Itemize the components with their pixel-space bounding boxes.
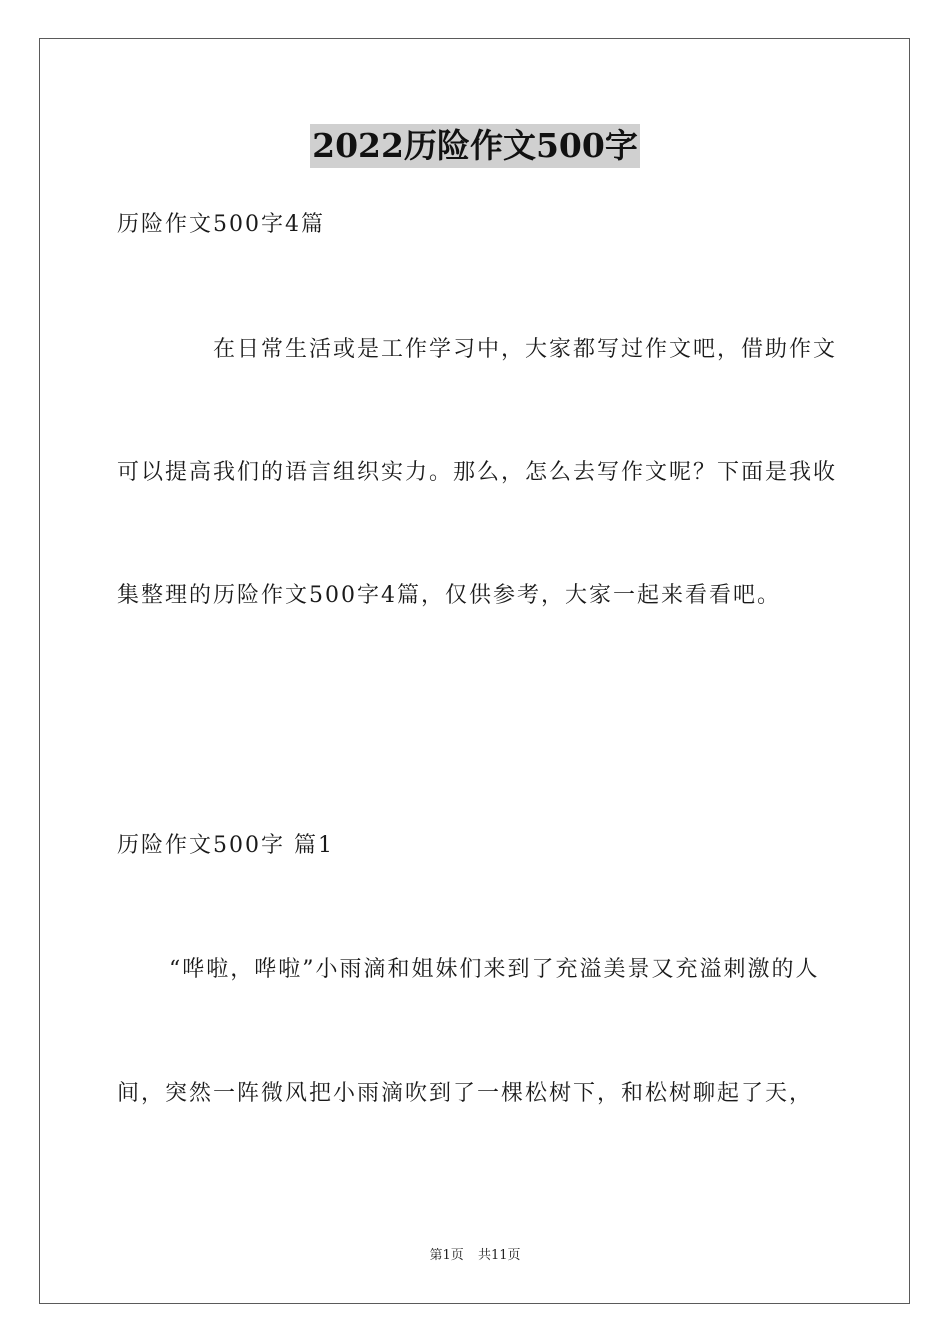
page-total: 共11页: [477, 1248, 521, 1263]
page-footer: [0, 1247, 950, 1265]
intro-line-3: 集整理的历险作文500字4篇，仅供参考，大家一起来看看吧。: [117, 583, 781, 608]
body-line-1: “哗啦，哗啦”小雨滴和姐妹们来到了充溢美景又充溢刺激的人: [169, 957, 820, 982]
intro-line-2: 可以提高我们的语言组织实力。那么，怎么去写作文呢？下面是我收: [117, 460, 838, 485]
section-heading: 历险作文500字 篇1: [117, 833, 334, 858]
title-container: [0, 124, 950, 168]
intro-line-1: 在日常生活或是工作学习中，大家都写过作文吧，借助作文: [213, 337, 838, 362]
body-line-2: 间，突然一阵微风把小雨滴吹到了一棵松树下，和松树聊起了天，: [117, 1081, 814, 1106]
page-number: 第1页: [429, 1248, 464, 1263]
document-subtitle: 历险作文500字4篇: [117, 212, 325, 237]
document-title: 2022历险作文500字: [310, 124, 640, 168]
